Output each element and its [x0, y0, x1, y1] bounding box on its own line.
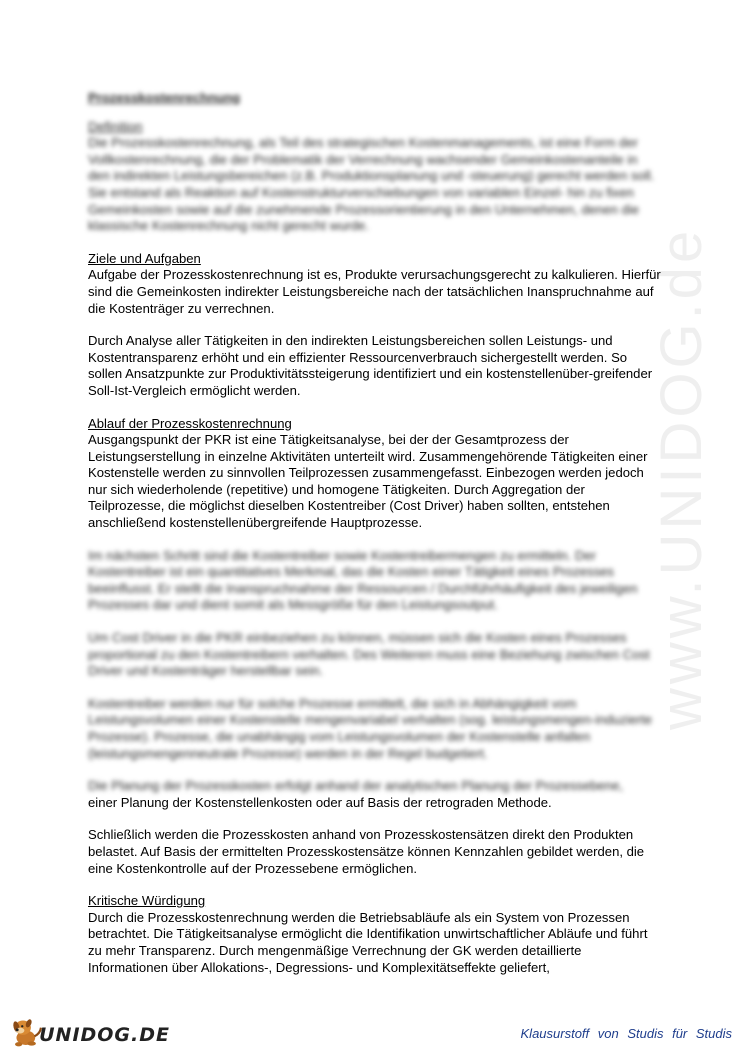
page-title: Prozesskostenrechnung — [88, 90, 241, 105]
logo-text: UNIDOG.DE — [39, 1024, 170, 1046]
section-kritik — [88, 893, 663, 976]
ziele-paragraph-2: Durch Analyse aller Tätigkeiten in den indirekten Leistungsbereichen sollen Leistungs- und Kostentransparenz erhöht und ein effizienter Ressourcenverbrauch sichergestellt werden. So sollen Ansatzpunkte zur Produktivitätssteigerung identifiziert und ein kostenstellenüber-greifender Soll-Ist-Vergleich ermöglicht werden. — [88, 333, 653, 398]
ablauf-closing-paragraph: Schließlich werden die Prozesskosten anhand von Prozesskostensätzen direkt den Produkten belastet. Auf Basis der ermittelten Prozesskostensätze können Kennzahlen gebildet werden, die eine Kostenkontrolle auf der Prozessebene ermöglichen. — [88, 827, 645, 876]
ablauf-blurred-paragraph-1: Im nächsten Schritt sind die Kostentreiber sowie Kostentreibermengen zu ermitteln. Der Kostentreiber ist ein quantitatives Merkmal, das die Kosten einer Tätigkeit eines Prozesses beeinflusst. Er stellt die Inanspruchnahme der Ressourcen / Durchführhäufigkeit des jeweiligen Prozesses dar und dient somit als Messgröße für den Leistungsoutput. — [88, 547, 638, 613]
unidog-logo[interactable] — [10, 1010, 170, 1054]
document-body — [88, 90, 663, 976]
section-ablauf — [88, 416, 663, 878]
footer-tagline: Klausurstoff von Studis für Studis — [520, 1026, 732, 1041]
watermark: www.UNIDOG.de — [649, 226, 714, 730]
ablauf-blurred-paragraph-3: Kostentreiber werden nur für solche Prozesse ermittelt, die sich in Abhängigkeit vom Leistungsvolumen einer Kostenstelle mengenvariabel verhalten (sog. leistungsmengen-induzierte Prozesse). Prozesse, die unabhängig vom Leistungsvolumen der Kostenstelle anfallen (leistungsmengenneutrale Prozesse) werden in der Regel budgetiert. — [88, 695, 653, 761]
ablauf-blurred-block — [88, 548, 663, 795]
section-heading-definition: Definition — [88, 118, 143, 134]
blurred-title-block — [88, 90, 663, 107]
section-heading-kritik: Kritische Würdigung — [88, 893, 206, 909]
ziele-paragraph-1: Aufgabe der Prozesskostenrechnung ist es, Produkte verursachungsgerecht zu kalkulieren. Hierfür sind die Gemeinkosten indirekter Leistungsbereiche nach der tatsächlichen Inanspruchnahme auf die Kostenträger zu verrechnen. — [88, 267, 661, 316]
ablauf-paragraph-1: Ausgangspunkt der PKR ist eine Tätigkeitsanalyse, bei der der Gesamtprozess der Leistungserstellung in einzelne Aktivitäten unterteilt wird. Zusammengehörende Tätigkeiten einer Kostenstelle werden zu sinnvollen Teilprozessen zusammengefasst. Einbezogen werden jedoch nur sich wiederholende (repetitive) und homogene Tätigkeiten. Durch Aggregation der Teilprozesse, die möglichst dieselben Kostentreiber (Cost Driver) haben sollten, entstehen anschließend kostenstellenübergreifende Hauptprozesse. — [88, 432, 648, 531]
definition-paragraph: Die Prozesskostenrechnung, als Teil des strategischen Kostenmanagements, ist eine Form der Vollkostenrechnung, die der Problematik der Verrechnung wachsender Gemeinkostenanteile in den indirekten Leistungsbereichen (z.B. Produktionsplanung und -steuerung) gerecht werden soll. Sie entstand als Reaktion auf Kostenstrukturverschiebungen von variablen Einzel- hin zu fixen Gemeinkosten sowie auf die zunehmende Prozessorientierung in den Unternehmen, denen die klassische Kostenrechnung nicht gerecht wurde. — [88, 135, 655, 234]
ablauf-partial-hidden-line: Die Planung der Prozesskosten erfolgt anhand der analytischen Planung der Prozessebene, — [88, 778, 624, 794]
section-definition — [88, 119, 663, 235]
kritik-paragraph: Durch die Prozesskostenrechnung werden die Betriebsabläufe als ein System von Prozessen betrachtet. Die Tätigkeitsanalyse ermöglicht die Identifikation unwirtschaftlicher Abläufe und führt zu mehr Transparenz. Durch mengenmäßige Verrechnung der GK werden detaillierte Informationen über Allokations-, Degressions- und Komplexitätseffekte geliefert, — [88, 909, 648, 975]
section-heading-ziele: Ziele und Aufgaben — [88, 250, 201, 266]
ablauf-blurred-paragraph-2: Um Cost Driver in die PKR einbeziehen zu können, müssen sich die Kosten eines Prozesses proportional zu den Kostentreibern verhalten. Des Weiteren muss eine Beziehung zwischen Cost Driver und Kostenträger herstellbar sein. — [88, 630, 650, 679]
section-heading-ablauf: Ablauf der Prozesskostenrechnung — [88, 415, 292, 431]
ablauf-partial-visible-line: einer Planung der Kostenstellenkosten oder auf Basis der retrograden Methode. — [88, 794, 552, 810]
section-ziele — [88, 251, 663, 400]
